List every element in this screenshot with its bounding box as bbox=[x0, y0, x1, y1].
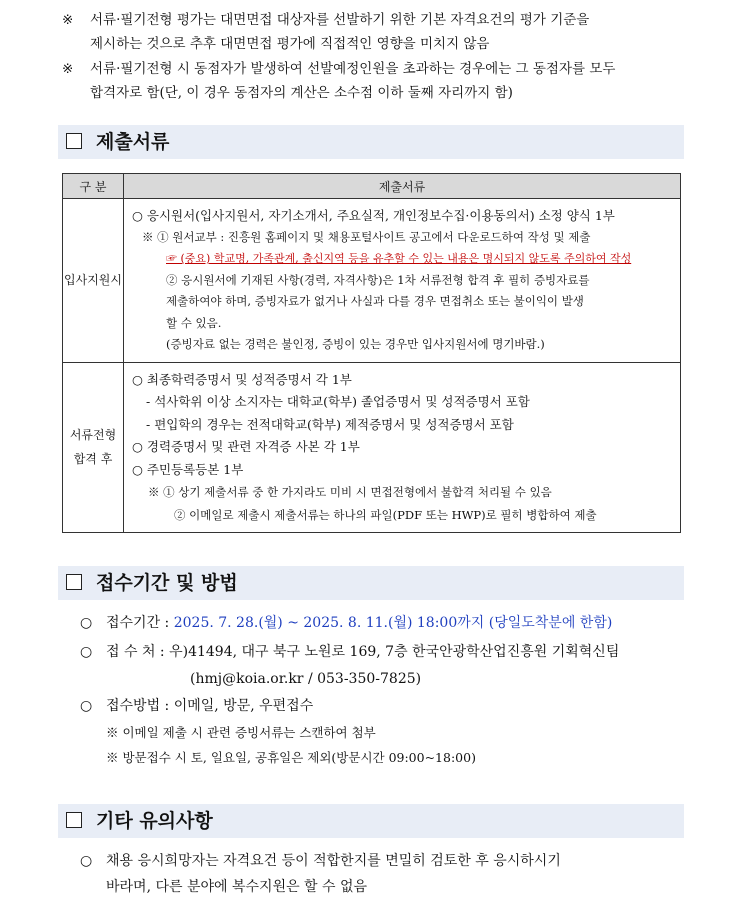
application-period bbox=[80, 610, 690, 636]
bullet-icon: ○ bbox=[80, 698, 93, 714]
table-cell-content bbox=[124, 362, 681, 533]
note-1 bbox=[62, 8, 692, 56]
bullet-icon: ○ bbox=[80, 644, 93, 660]
list-item: 할 수 있음. bbox=[166, 315, 222, 330]
list-item: ※ ① 원서교부 : 진흥원 홈페이지 및 채용포털사이트 공고에서 다운로드하여 작성 및 제출 bbox=[142, 229, 591, 244]
table-header-category: 구 분 bbox=[63, 174, 124, 199]
table-header-documents: 제출서류 bbox=[124, 174, 681, 199]
table-cell-content bbox=[124, 199, 681, 363]
list-item: ② 이메일로 제출시 제출서류는 하나의 파일(PDF 또는 HWP)로 필히 병합하여 제출 bbox=[174, 507, 597, 522]
checkbox-square-icon bbox=[66, 812, 82, 828]
list-item: - 편입학의 경우는 전적대학교(학부) 제적증명서 및 성적증명서 포함 bbox=[146, 416, 514, 432]
note-2 bbox=[62, 57, 692, 105]
section-title: 접수기간 및 방법 bbox=[96, 572, 238, 594]
method-note: ※ 방문접수 시 토, 일요일, 공휴일은 제외(방문시간 09:00~18:00) bbox=[106, 750, 476, 765]
section-header-application bbox=[58, 566, 684, 600]
note-line: 서류·필기전형 평가는 대면면접 대상자를 선발하기 위한 기본 자격요건의 평가 기준을 bbox=[90, 12, 590, 28]
checkbox-square-icon bbox=[66, 133, 82, 149]
section-title: 기타 유의사항 bbox=[96, 810, 213, 832]
application-method bbox=[80, 693, 690, 719]
place-value: 우)41494, 대구 북구 노원로 169, 7층 한국안광학산업진흥원 기획혁신팀 bbox=[169, 644, 620, 660]
other-note bbox=[80, 848, 690, 900]
category-line: 합격 후 bbox=[73, 452, 113, 467]
bullet-icon: ○ bbox=[80, 853, 93, 869]
list-item: ② 응시원서에 기재된 사항(경력, 자격사항)은 1차 서류전형 합격 후 필히 증빙자료를 bbox=[166, 272, 590, 287]
table-header-row bbox=[63, 174, 681, 199]
list-item: 제출하여야 하며, 증빙자료가 없거나 사실과 다를 경우 면접취소 또는 불이익이 발생 bbox=[166, 294, 584, 308]
place-label: 접 수 처 : bbox=[106, 644, 170, 660]
other-note-line: 채용 응시희망자는 자격요건 등이 적합한지를 면밀히 검토한 후 응시하시기 bbox=[106, 853, 561, 869]
list-item: ○ 주민등록등본 1부 bbox=[132, 461, 244, 477]
note-mark: ※ bbox=[62, 12, 74, 28]
method-note: ※ 이메일 제출 시 관련 증빙서류는 스캔하여 첨부 bbox=[106, 725, 376, 740]
bullet-icon: ○ bbox=[80, 615, 93, 631]
table-cell-category: 입사지원시 bbox=[63, 199, 124, 363]
contact-info: (hmj@koia.or.kr / 053-350-7825) bbox=[190, 671, 422, 687]
documents-table bbox=[62, 173, 681, 533]
method-text: 접수방법 : 이메일, 방문, 우편접수 bbox=[106, 698, 314, 714]
list-item: - 석사학위 이상 소지자는 대학교(학부) 졸업증명서 및 성적증명서 포함 bbox=[146, 394, 530, 409]
application-place bbox=[80, 639, 690, 665]
list-item: ○ 경력증명서 및 관련 자격증 사본 각 1부 bbox=[132, 439, 360, 454]
list-item: ○ 응시원서(입사지원서, 자기소개서, 주요실적, 개인정보수집·이용동의서) 소정 양식 1부 bbox=[132, 208, 615, 223]
other-note-line: 바라며, 다른 분야에 복수지원은 할 수 없음 bbox=[106, 879, 368, 895]
section-header-other-notes bbox=[58, 804, 684, 838]
list-item: ※ ① 상기 제출서류 중 한 가지라도 미비 시 면접전형에서 불합격 처리될 수 있음 bbox=[148, 485, 552, 499]
table-row bbox=[63, 199, 681, 363]
table-cell-category bbox=[63, 362, 124, 533]
list-item: ○ 최종학력증명서 및 성적증명서 각 1부 bbox=[132, 371, 352, 387]
note-mark: ※ bbox=[62, 61, 74, 77]
period-label: 접수기간 : bbox=[106, 615, 174, 631]
list-item: (증빙자료 없는 경력은 불인정, 증빙이 있는 경우만 입사지원서에 명기바람.) bbox=[166, 337, 545, 351]
section-header-documents bbox=[58, 125, 684, 159]
section-title: 제출서류 bbox=[96, 131, 170, 153]
table-row bbox=[63, 362, 681, 533]
note-line: 제시하는 것으로 추후 대면면접 평가에 직접적인 영향을 미치지 않음 bbox=[90, 36, 490, 52]
category-line: 서류전형 bbox=[69, 428, 117, 443]
period-value: 2025. 7. 28.(월) ~ 2025. 8. 11.(월) 18:00까지 (당일도착분에 한함) bbox=[173, 615, 613, 631]
note-line: 합격자로 함(단, 이 경우 동점자의 계산은 소수점 이하 둘째 자리까지 함) bbox=[90, 85, 513, 101]
checkbox-square-icon bbox=[66, 574, 82, 590]
warning-text: ☞ (중요) 학교명, 가족관계, 출신지역 등을 유추할 수 있는 내용은 명시되지 않도록 주의하여 작성 bbox=[166, 252, 632, 265]
note-line: 서류·필기전형 시 동점자가 발생하여 선발예정인원을 초과하는 경우에는 그 동점자를 모두 bbox=[90, 61, 616, 77]
